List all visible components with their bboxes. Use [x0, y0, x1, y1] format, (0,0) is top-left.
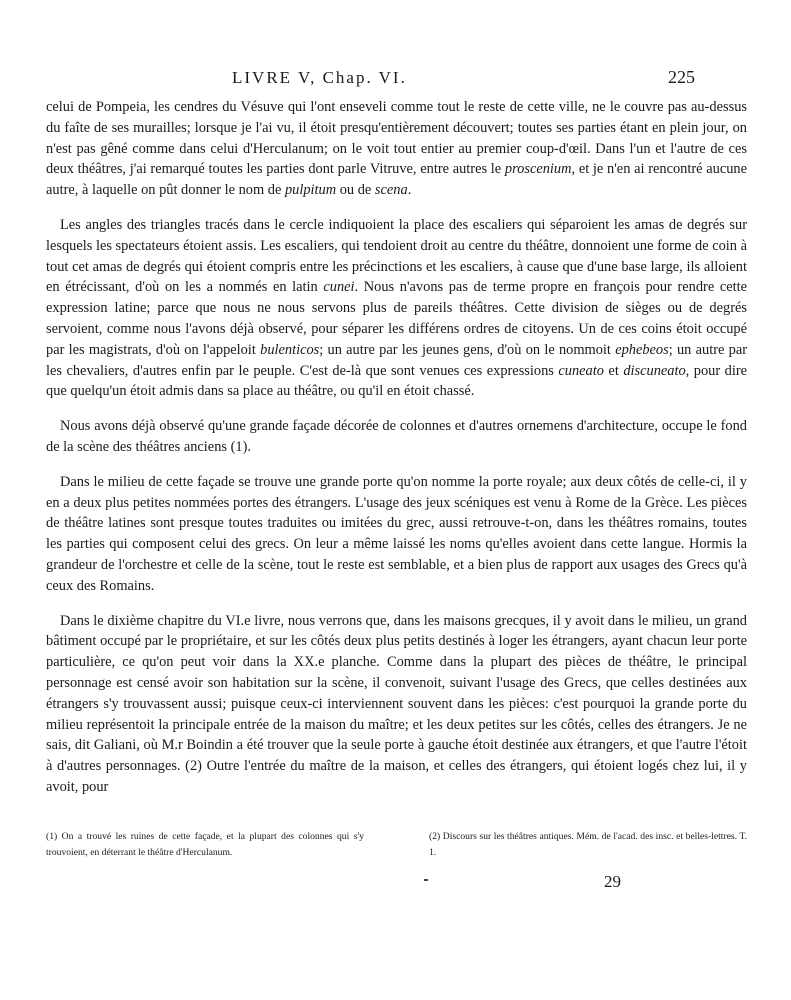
paragraph: [46, 472, 747, 597]
italic-term: ephebeos: [615, 341, 669, 358]
text-run: ; un autre par les jeunes gens, d'où on le nommoit: [319, 341, 616, 358]
running-head: LIVRE V, Chap. VI.: [232, 68, 407, 87]
text-run: et: [603, 362, 624, 379]
paragraph: [46, 611, 747, 798]
footnotes: [46, 829, 747, 861]
paragraph: [46, 215, 747, 402]
page-number: 225: [668, 67, 695, 87]
footnote-2: (2) Discours sur les théâtres antiques. Mém. de l'acad. des insc. et belles-lettres. T. 1.: [429, 831, 747, 858]
text-run: Dans le dixième chapitre du VI.e livre, nous verrons que, dans les maisons grecques, il y avoit dans le milieu, un grand bâtiment occupé par le propriétaire, et sur les côtés deux plus petits destinés à loger les étrangers, ayant chacun leur porte particulière, ce qu'on peut voir dans la XX.e planche. Comme dans la plupart des pièces de théâtre, le principal personnage est censé avoir son habitation sur la scène, il convenoit, suivant l'usage des Grecs, que celles destinées aux étrangers s'y trouvassent aussi; puisque ceux-ci interviennent souvent dans les pièces: c'est pourquoi la grande porte du milieu représentoit la principale entrée de la maison du maître; et les deux petites sur les côtés, celles des étrangers. Je ne sais, dit Galiani, où M.r Boindin a été trouver que la seule porte à gauche étoit destinée aux étrangers, et que l'autre l'étoit à d'autres personnages. (2) Outre l'entrée du maître de la maison, et celles des étrangers, qui étoient logés chez lui, il y avoit, pour: [46, 612, 747, 795]
italic-term: proscenium: [504, 161, 572, 178]
text-run: celui de Pompeia, les cendres du Vésuve qui l'ont enseveli comme tout le reste de cette ville, ne le couvre pas au-dessus du faîte de ses murailles; lorsque je l'ai vu, il étoit presqu'entièrement découvert; toutes ses parties étant en plein jour, on n'est pas gêné comme dans celui d'Herculanum; on le voit tout entier au premier coup-d'œil. Dans l'un et l'autre de ces deux théâtres, j'ai remarqué toutes les parties dont parle Vitruve, entre autres le: [46, 99, 747, 178]
paragraph: [46, 416, 747, 458]
text-run: .: [407, 182, 412, 199]
italic-term: bulenticos: [260, 341, 320, 358]
text-run: Les angles des triangles tracés dans le cercle indiquoient la place des escaliers qui séparoient les amas de degrés sur lesquels les spectateurs étoient assis. Les escaliers, qui tendoient droit au centre du théâtre, donnoient une forme de coin à tout cet amas de degrés qui étoient compris entre les précinctions et les escaliers, à cause que d'une base large, ils alloient en étrécissant, d'où on les a nommés en latin: [46, 216, 747, 296]
text-run: ; un autre par les chevaliers, d'autres enfin par le peuple. C'est de-là que sont venues ces expressions: [46, 341, 748, 379]
ink-speck: [424, 879, 428, 881]
italic-term: pulpitum: [284, 182, 337, 199]
text-run: Nous avons déjà observé qu'une grande façade décorée de colonnes et d'autres ornemens d'architecture, occupe le fond de la scène des théâtres anciens (1).: [46, 418, 747, 455]
text-run: Dans le milieu de cette façade se trouve une grande porte qu'on nomme la porte royale; aux deux côtés de celle-ci, il y en a deux plus petites nommées portes des étrangers. L'usage des jeux scéniques est venu à Rome de la Grèce. Les pièces de théâtre latines sont presque toutes traduites ou imitées du grec, aussi retrouve-t-on, dans les théâtres romains, toutes les parties qui composent celui des grecs. On leur a même laissé les noms qu'elles avoient dans cette langue. Hormis la grandeur de l'orchestre et celle de la scène, tout le reste est semblable, et a bien plus de rapport aux usages des Grecs qu'à ceux des Romains.: [46, 473, 747, 594]
paragraph: [46, 97, 747, 201]
text-run: . Nous n'avons pas de terme propre en françois pour rendre cette expression latine; parce que nous ne nous servons plus de pareils théâtres. Cette division de sièges ou de degrés servoient, comme nous l'avons déjà observé, pour séparer les différens ordres de citoyens. Un de ces coins étoit occupé par les magistrats, d'où on l'appeloit: [46, 279, 747, 358]
signature-mark: 29: [604, 872, 621, 891]
italic-term: cuneato: [558, 362, 604, 379]
body-text: [46, 97, 747, 812]
italic-term: scena: [374, 182, 408, 199]
text-run: ou de: [336, 182, 375, 199]
italic-term: cunei: [323, 279, 355, 296]
italic-term: discuneato: [623, 362, 686, 379]
text-run: , pour dire que quelqu'un étoit admis dans sa place au théâtre, ou qu'il en étoit chassé.: [46, 362, 747, 400]
text-run: , et je n'en ai rencontré aucune autre, à laquelle on pût donner le nom de: [46, 161, 747, 199]
footnote-1: (1) On a trouvé les ruines de cette façade, et la plupart des colonnes qui s'y trouvoient, en déterrant le théâtre d'Herculanum.: [46, 831, 364, 858]
